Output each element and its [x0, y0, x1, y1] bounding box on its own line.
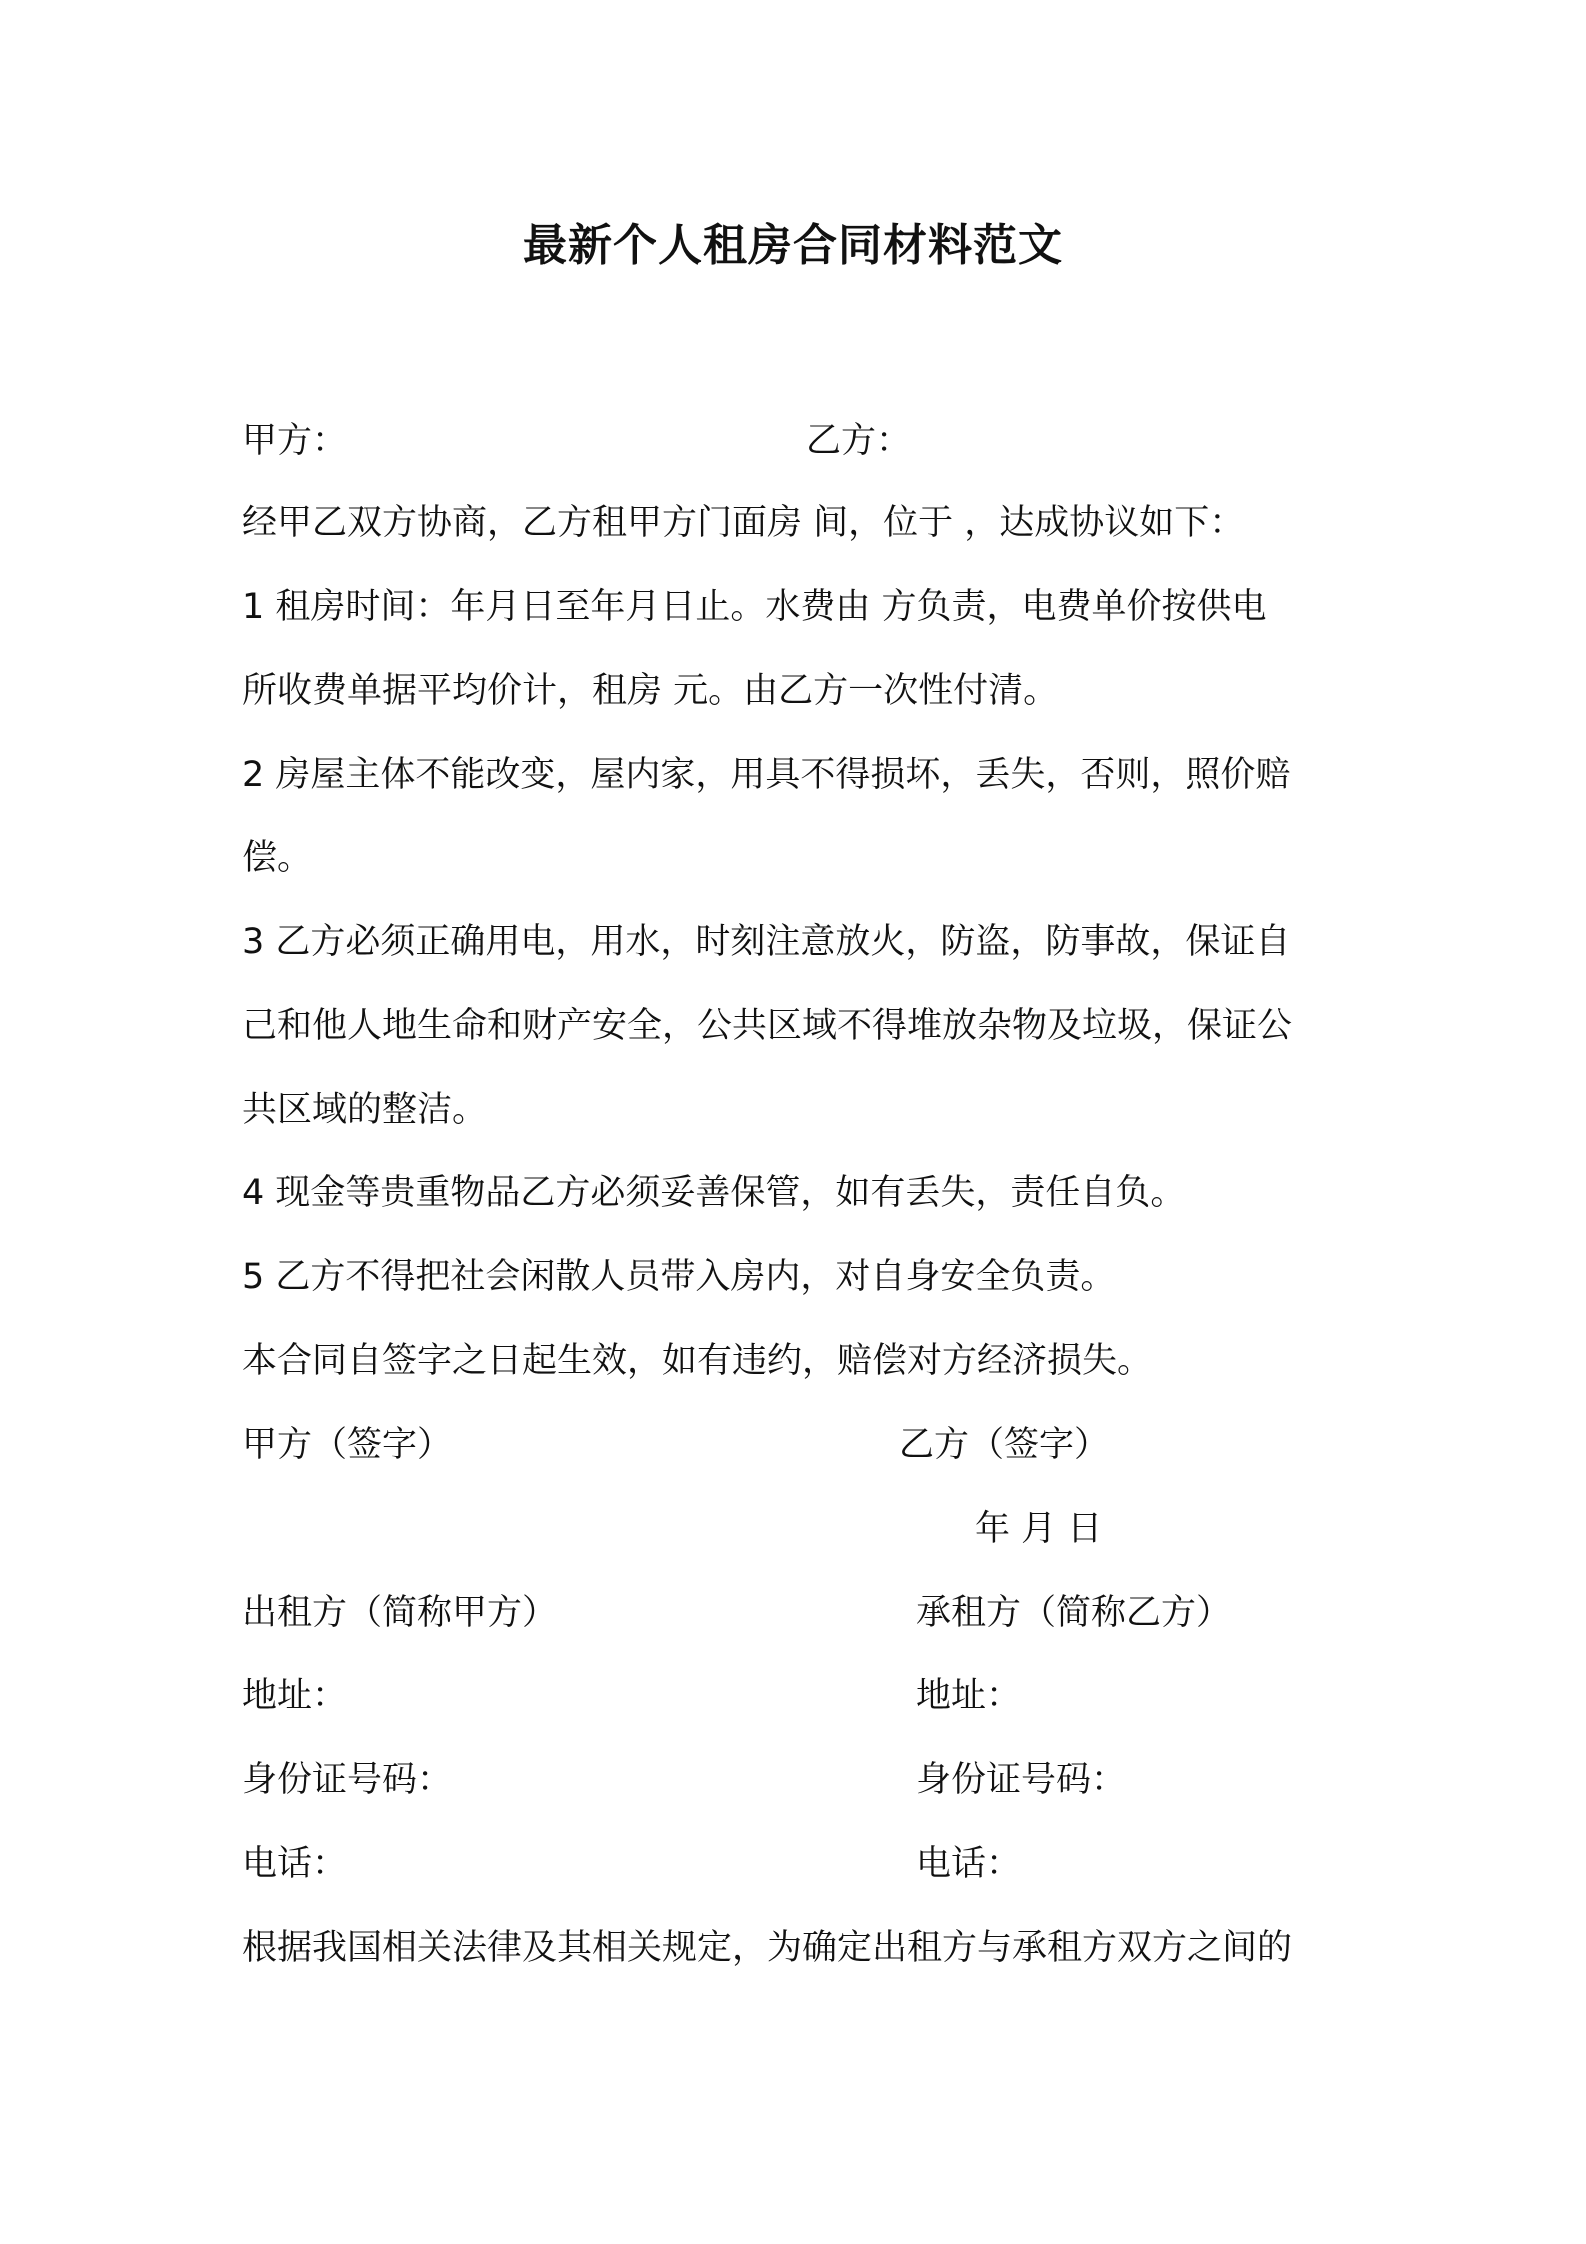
clause-3-line-3: 共区域的整洁。 — [242, 1090, 488, 1130]
lessor-id-label: 身份证号码： — [242, 1760, 453, 1800]
document-title: 最新个人租房合同材料范文 — [523, 220, 1063, 271]
lessee-heading: 承租方（简称乙方） — [916, 1593, 1232, 1633]
clause-3-line-2: 己和他人地生命和财产安全，公共区域不得堆放杂物及垃圾，保证公 — [242, 1006, 1293, 1046]
clause-2-line-2: 偿。 — [242, 838, 313, 878]
party-b-label: 乙方： — [806, 421, 912, 461]
intro-paragraph: 经甲乙双方协商，乙方租甲方门面房 间，位于 ，达成协议如下： — [242, 503, 1245, 543]
clause-5: 5 乙方不得把社会闲散人员带入房内，对自身安全负责。 — [242, 1257, 1116, 1297]
party-a-label: 甲方： — [242, 421, 348, 461]
signature-party-b: 乙方（签字） — [899, 1425, 1110, 1465]
lessor-phone-label: 电话： — [242, 1844, 348, 1884]
lessee-id-label: 身份证号码： — [916, 1760, 1127, 1800]
lessor-heading: 出租方（简称甲方） — [242, 1593, 558, 1633]
signature-party-a: 甲方（签字） — [242, 1425, 453, 1465]
signature-date: 年 月 日 — [975, 1509, 1103, 1549]
clause-2-line-1: 2 房屋主体不能改变，屋内家，用具不得损坏，丢失，否则，照价赔 — [242, 755, 1291, 795]
lessee-phone-label: 电话： — [916, 1844, 1022, 1884]
clause-3-line-1: 3 乙方必须正确用电，用水，时刻注意放火，防盗，防事故，保证自 — [242, 922, 1291, 962]
clause-4: 4 现金等贵重物品乙方必须妥善保管，如有丢失，责任自负。 — [242, 1173, 1186, 1213]
effective-clause: 本合同自签字之日起生效，如有违约，赔偿对方经济损失。 — [242, 1341, 1153, 1381]
lessee-address-label: 地址： — [916, 1676, 1022, 1716]
closing-paragraph: 根据我国相关法律及其相关规定，为确定出租方与承租方双方之间的 — [242, 1928, 1293, 1968]
clause-1-line-1: 1 租房时间：年月日至年月日止。水费由 方负责，电费单价按供电 — [242, 587, 1267, 627]
clause-1-line-2: 所收费单据平均价计，租房 元。由乙方一次性付清。 — [242, 671, 1059, 711]
lessor-address-label: 地址： — [242, 1676, 348, 1716]
